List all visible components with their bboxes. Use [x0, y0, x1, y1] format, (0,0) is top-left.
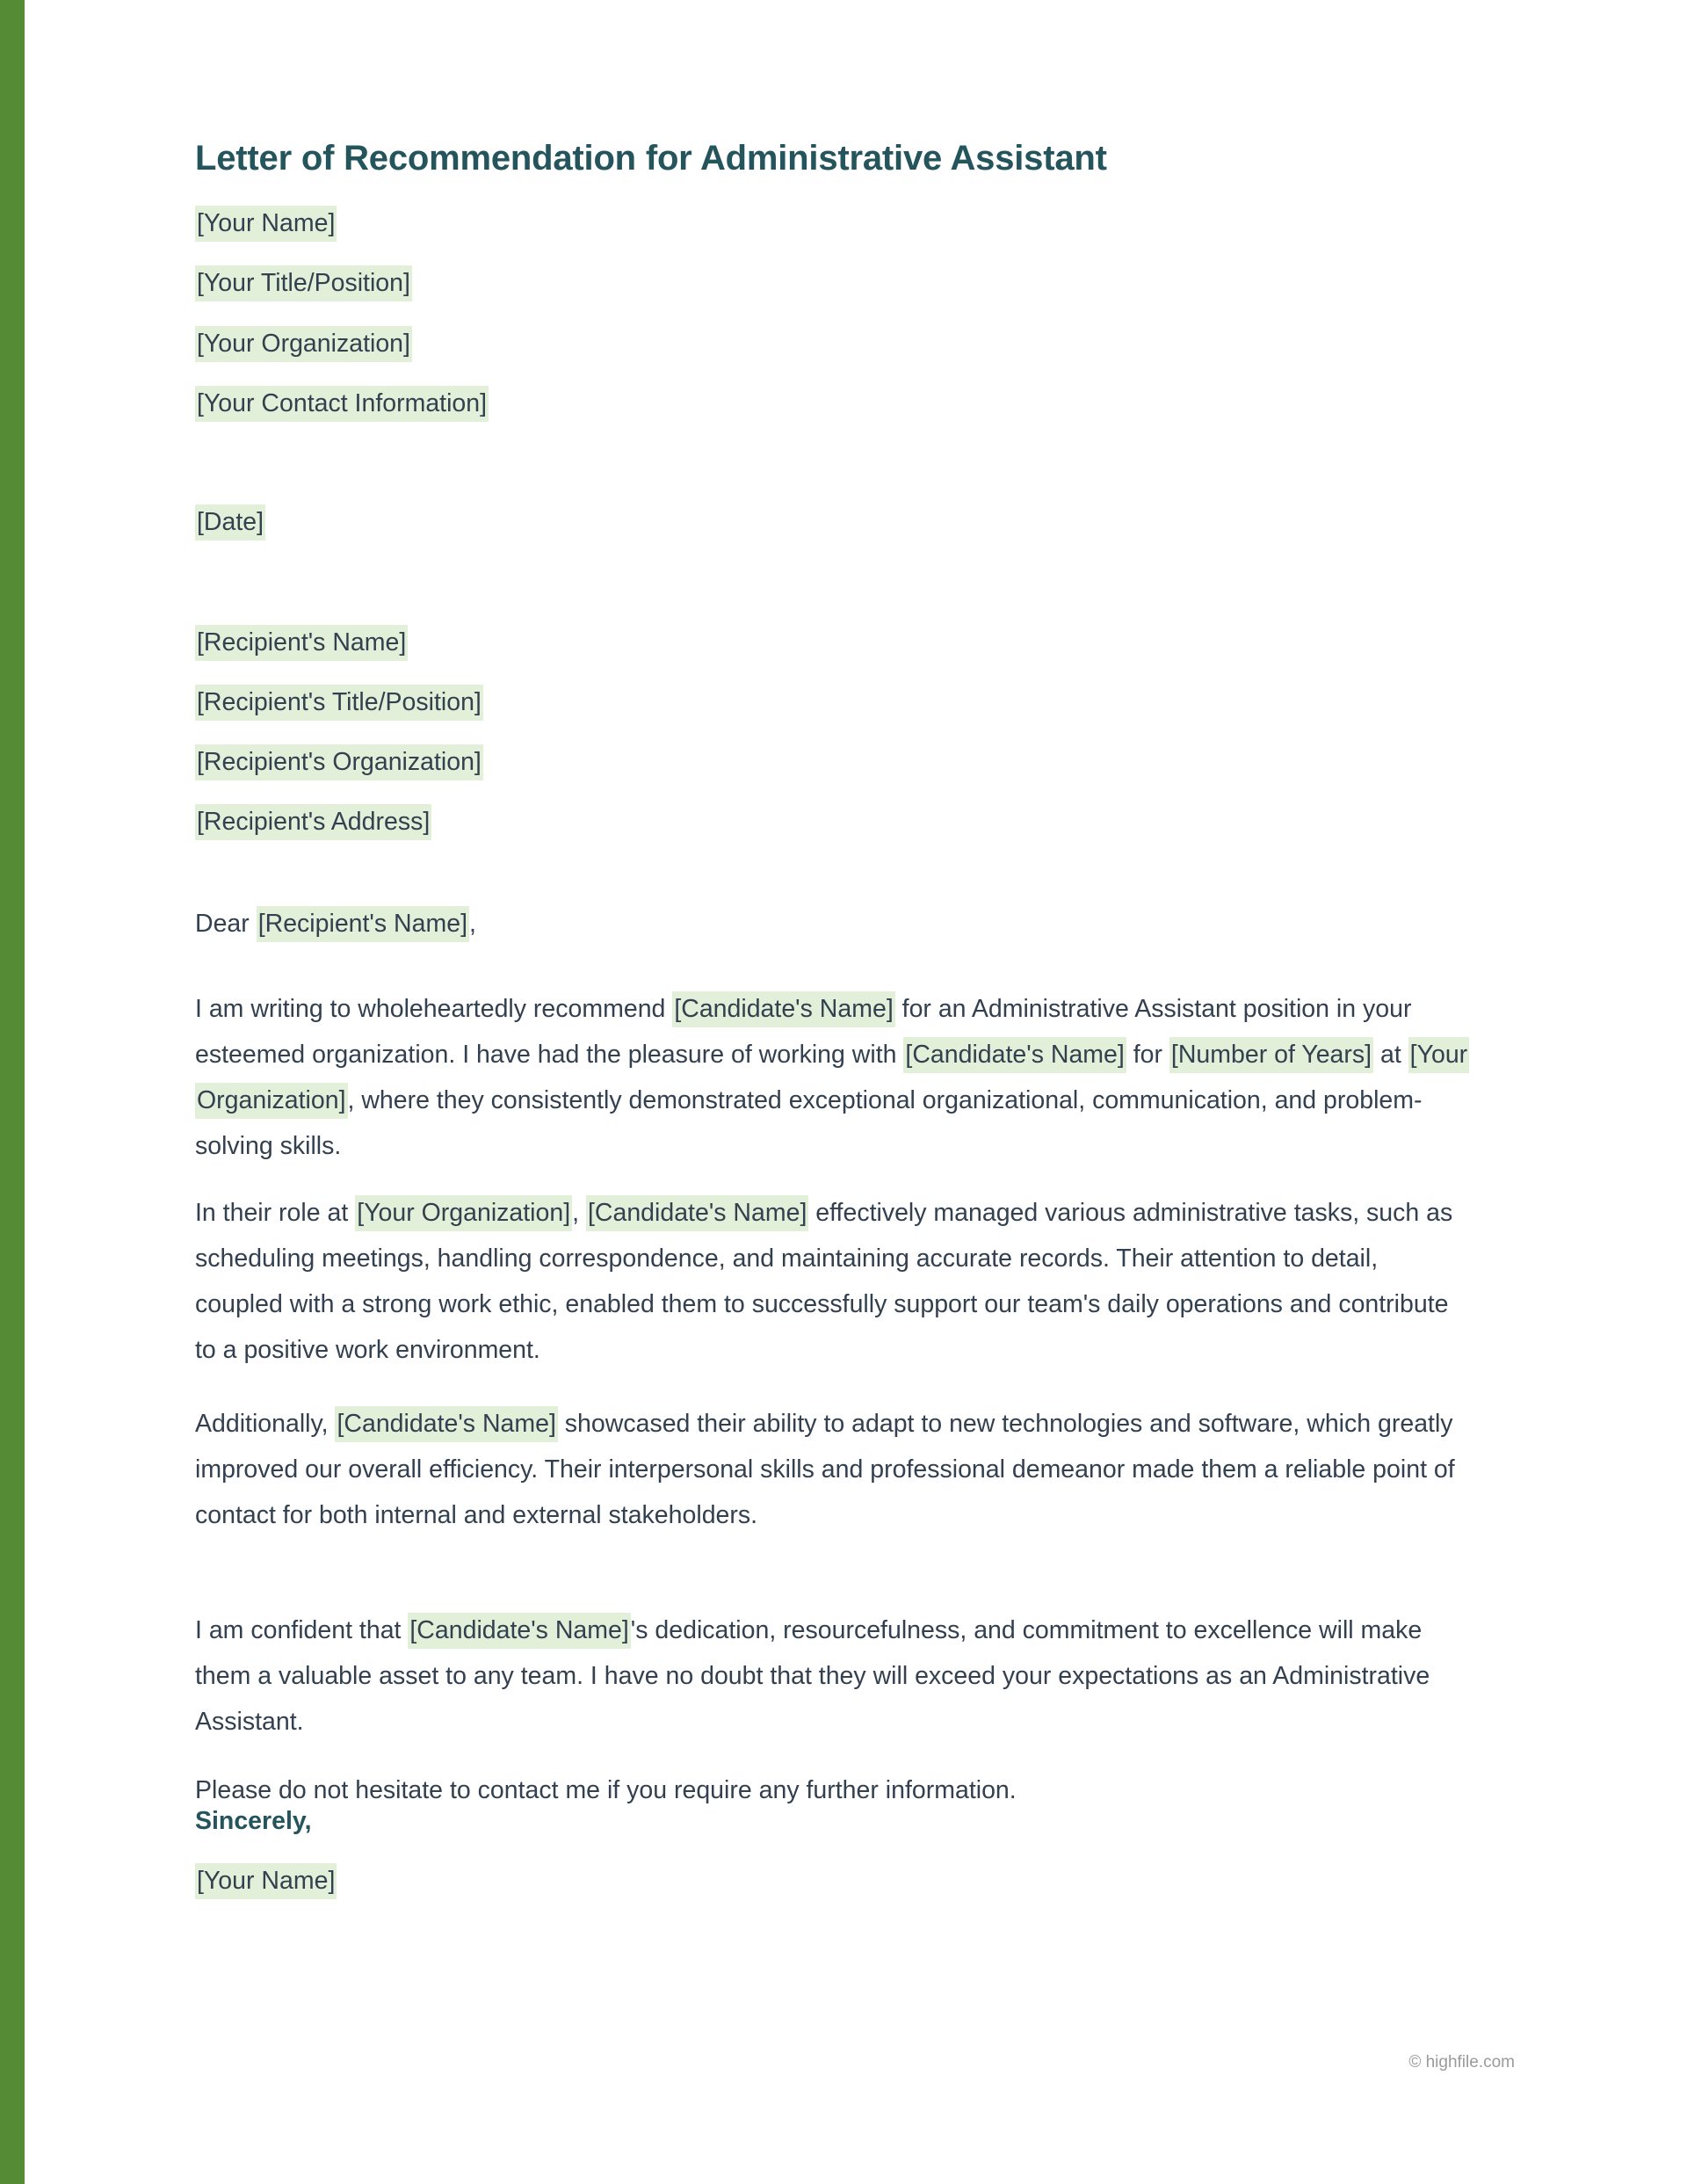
p1-candidate-name-placeholder-1: [Candidate's Name] [672, 991, 894, 1027]
sign-off-line: Sincerely, [195, 1807, 312, 1835]
body-paragraph-1 [195, 986, 1469, 1169]
sender-contact-line [195, 391, 489, 417]
sender-title-placeholder: [Your Title/Position] [195, 265, 412, 301]
p2-seg-1: In their role at [195, 1198, 356, 1227]
p1-candidate-name-placeholder-2: [Candidate's Name] [903, 1037, 1126, 1073]
sender-name-placeholder: [Your Name] [195, 206, 337, 242]
signature-name-placeholder: [Your Name] [195, 1863, 337, 1899]
page-title: Letter of Recommendation for Administrative Assistant [195, 139, 1107, 178]
recipient-address-line [195, 809, 431, 835]
recipient-address-placeholder: [Recipient's Address] [195, 804, 431, 840]
p1-seg-1: I am writing to wholeheartedly recommend [195, 994, 673, 1023]
recipient-organization-placeholder: [Recipient's Organization] [195, 744, 483, 780]
footer-copyright: © highfile.com [1408, 2053, 1515, 2072]
p1-seg-5: , where they consistently demonstrated exceptional organizational, communication, and problem-solving skills. [195, 1085, 1423, 1160]
p2-seg-2: , [572, 1198, 586, 1227]
sender-organization-line [195, 331, 412, 357]
p3-candidate-name-placeholder: [Candidate's Name] [335, 1406, 557, 1442]
p3-seg-2: showcased their ability to adapt to new technologies and software, which greatly improved our overall efficiency. Their interpersonal skills and professional demeanor made them a reliable point of contact for both internal and external stakeholders. [195, 1409, 1455, 1529]
sender-name-line [195, 211, 337, 236]
recipient-title-line [195, 690, 483, 715]
left-accent-bar [0, 0, 25, 2184]
recipient-title-placeholder: [Recipient's Title/Position] [195, 685, 483, 721]
body-paragraph-3 [195, 1401, 1469, 1538]
p1-your-organization-placeholder: [Your Organization] [195, 1037, 1469, 1119]
recipient-name-line [195, 630, 408, 656]
sender-title-line [195, 271, 412, 296]
body-paragraph-5 [195, 1767, 1469, 1813]
recipient-organization-line [195, 750, 483, 775]
p1-seg-3: for [1126, 1040, 1169, 1069]
p1-seg-4: at [1373, 1040, 1408, 1069]
p5-seg-1: Please do not hesitate to contact me if you require any further information. [195, 1775, 1017, 1804]
body-paragraph-4 [195, 1607, 1469, 1745]
p1-seg-2: for an Administrative Assistant position in your esteemed organization. I have had the pleasure of working with [195, 994, 1412, 1069]
sender-contact-placeholder: [Your Contact Information] [195, 386, 489, 422]
p2-seg-3: effectively managed various administrative tasks, such as scheduling meetings, handling correspondence, and maintaining accurate records. Their attention to detail, coupled with a strong work ethic, enabled them to successfully support our team's daily operations and contribute to a positive work environment. [195, 1198, 1453, 1364]
date-placeholder: [Date] [195, 504, 265, 541]
salutation-greeting: Dear [195, 910, 257, 938]
body-paragraph-2 [195, 1190, 1469, 1373]
p2-candidate-name-placeholder: [Candidate's Name] [586, 1195, 808, 1231]
p2-your-organization-placeholder: [Your Organization] [355, 1195, 572, 1231]
p4-candidate-name-placeholder: [Candidate's Name] [408, 1613, 630, 1649]
salutation-line [195, 911, 476, 937]
p3-seg-1: Additionally, [195, 1409, 336, 1438]
date-line [195, 510, 265, 535]
salutation-recipient-placeholder: [Recipient's Name] [257, 906, 469, 942]
salutation-comma: , [469, 910, 476, 938]
p4-seg-2: 's dedication, resourcefulness, and commitment to excellence will make them a valuable asset to any team. I have no doubt that they will exceed your expectations as an Administrative Assistant. [195, 1615, 1430, 1736]
p4-seg-1: I am confident that [195, 1615, 409, 1644]
signature-name-line [195, 1868, 337, 1894]
p1-number-of-years-placeholder: [Number of Years] [1169, 1037, 1373, 1073]
recipient-name-placeholder: [Recipient's Name] [195, 625, 408, 661]
sender-organization-placeholder: [Your Organization] [195, 326, 412, 362]
